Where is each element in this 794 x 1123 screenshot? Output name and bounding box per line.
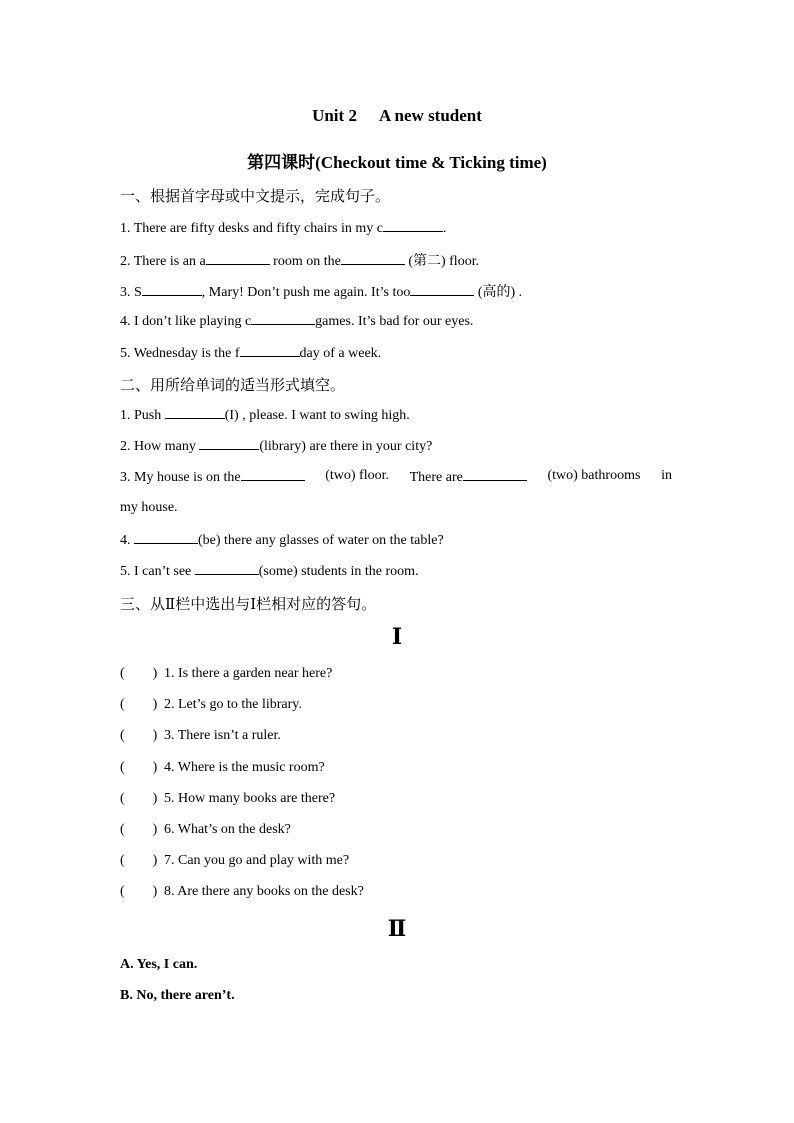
match-question: ( ) 1. Is there a garden near here?: [120, 666, 333, 681]
answer-blank[interactable]: [195, 562, 259, 575]
answer-bracket[interactable]: ( ): [120, 853, 158, 868]
s2-question-2: 2. How many (library) are there in your city?: [120, 439, 433, 454]
unit-title: [0, 106, 794, 126]
match-answer: A. Yes, I can.: [120, 957, 198, 972]
unit-number: Unit 2: [312, 106, 357, 125]
section2-heading: 二、用所给单词的适当形式填空。: [120, 378, 346, 394]
answer-bracket[interactable]: ( ): [120, 822, 158, 837]
answer-blank[interactable]: [241, 468, 305, 481]
answer-blank[interactable]: [383, 219, 443, 232]
answer-blank[interactable]: [142, 283, 202, 296]
s1-question-4: 4. I don’t like playing c games. It’s bad for our eyes.: [120, 314, 474, 329]
answer-blank[interactable]: [410, 283, 474, 296]
match-question: ( ) 8. Are there any books on the desk?: [120, 884, 364, 899]
section3-heading: 三、从Ⅱ栏中选出与Ⅰ栏相对应的答句。: [120, 597, 377, 613]
s2-question-1: 1. Push (I) , please. I want to swing high.: [120, 408, 410, 423]
answer-bracket[interactable]: ( ): [120, 884, 158, 899]
answer-blank[interactable]: [463, 468, 527, 481]
match-question: ( ) 2. Let’s go to the library.: [120, 697, 302, 712]
s2-question-3: 3. My house is on the (two) floor. There are (two) bathrooms in: [120, 468, 672, 485]
answer-blank[interactable]: [341, 252, 405, 265]
s1-question-5: 5. Wednesday is the f day of a week.: [120, 346, 382, 361]
answer-blank[interactable]: [251, 312, 315, 325]
unit-name: A new student: [378, 106, 482, 125]
answer-bracket[interactable]: ( ): [120, 760, 158, 775]
answer-blank[interactable]: [240, 344, 300, 357]
answer-bracket[interactable]: ( ): [120, 697, 158, 712]
answer-bracket[interactable]: ( ): [120, 728, 158, 743]
lesson-subtitle: 第四课时(Checkout time & Ticking time): [247, 153, 547, 172]
answer-blank[interactable]: [206, 252, 270, 265]
column-2-heading: Ⅱ: [387, 916, 407, 941]
match-question: ( ) 4. Where is the music room?: [120, 760, 325, 775]
answer-blank[interactable]: [134, 531, 198, 544]
match-question: ( ) 6. What’s on the desk?: [120, 822, 291, 837]
s1-question-3: 3. S , Mary! Don’t push me again. It’s too (高的) .: [120, 285, 523, 300]
match-question: ( ) 5. How many books are there?: [120, 791, 336, 806]
match-question: ( ) 3. There isn’t a ruler.: [120, 728, 281, 743]
answer-blank[interactable]: [199, 437, 259, 450]
s2-question-4: 4. (be) there any glasses of water on the table?: [120, 533, 444, 548]
match-question: ( ) 7. Can you go and play with me?: [120, 853, 350, 868]
match-answer: B. No, there aren’t.: [120, 988, 235, 1003]
s2-question-5: 5. I can’t see (some) students in the room.: [120, 564, 419, 579]
answer-blank[interactable]: [165, 406, 225, 419]
s1-question-1: 1. There are fifty desks and fifty chairs in my c .: [120, 221, 447, 236]
s2-question-3-continued: my house.: [120, 500, 178, 515]
answer-bracket[interactable]: ( ): [120, 666, 158, 681]
column-1-heading: Ⅰ: [391, 624, 403, 649]
s1-question-2: 2. There is an a room on the (第二) floor.: [120, 254, 480, 269]
section1-heading: 一、根据首字母或中文提示，完成句子。: [120, 189, 391, 205]
answer-bracket[interactable]: ( ): [120, 791, 158, 806]
